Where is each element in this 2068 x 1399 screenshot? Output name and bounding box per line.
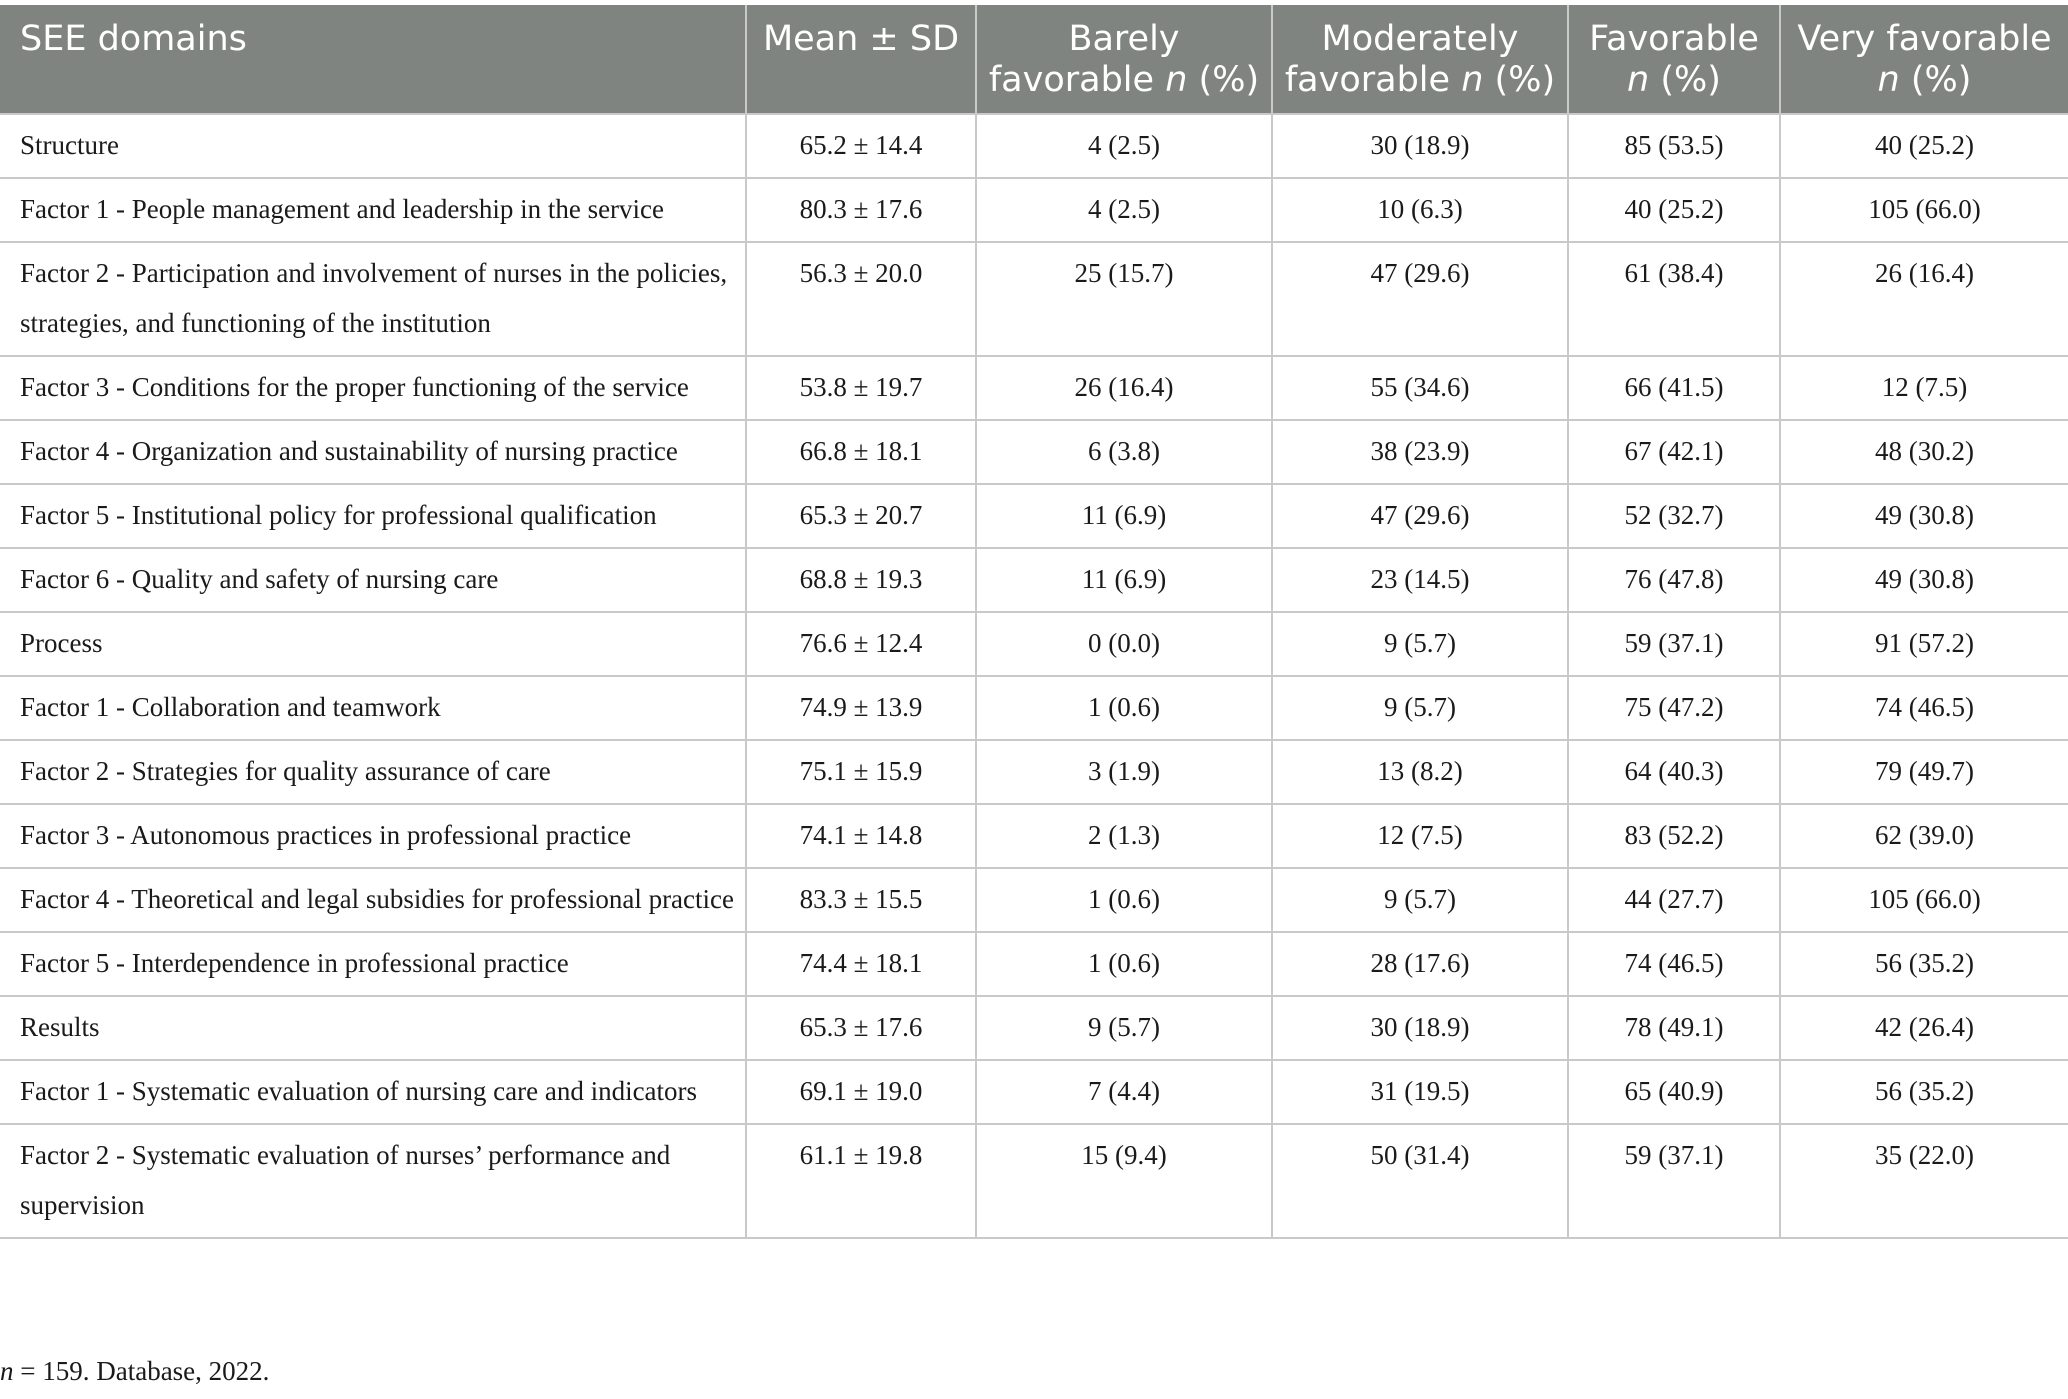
cell-mean-sd: 80.3 ± 17.6 <box>746 178 976 242</box>
cell-moderately-favorable: 9 (5.7) <box>1272 612 1568 676</box>
table-row <box>0 356 2068 420</box>
table-row <box>0 740 2068 804</box>
table-row <box>0 484 2068 548</box>
cell-very-favorable: 56 (35.2) <box>1780 932 2068 996</box>
cell-barely-favorable: 11 (6.9) <box>976 548 1272 612</box>
cell-moderately-favorable: 10 (6.3) <box>1272 178 1568 242</box>
cell-mean-sd: 53.8 ± 19.7 <box>746 356 976 420</box>
cell-favorable: 52 (32.7) <box>1568 484 1780 548</box>
cell-favorable: 59 (37.1) <box>1568 612 1780 676</box>
cell-barely-favorable: 25 (15.7) <box>976 242 1272 356</box>
cell-mean-sd: 75.1 ± 15.9 <box>746 740 976 804</box>
cell-mean-sd: 68.8 ± 19.3 <box>746 548 976 612</box>
cell-domain: Factor 6 - Quality and safety of nursing care <box>0 548 746 612</box>
header-row <box>0 5 2068 114</box>
cell-moderately-favorable: 30 (18.9) <box>1272 114 1568 178</box>
cell-barely-favorable: 6 (3.8) <box>976 420 1272 484</box>
table-row <box>0 420 2068 484</box>
table-row <box>0 242 2068 356</box>
table-row <box>0 114 2068 178</box>
cell-domain: Factor 3 - Autonomous practices in professional practice <box>0 804 746 868</box>
table-row <box>0 804 2068 868</box>
cell-favorable: 66 (41.5) <box>1568 356 1780 420</box>
cell-very-favorable: 105 (66.0) <box>1780 178 2068 242</box>
cell-moderately-favorable: 13 (8.2) <box>1272 740 1568 804</box>
cell-favorable: 74 (46.5) <box>1568 932 1780 996</box>
cell-domain: Results <box>0 996 746 1060</box>
table-row <box>0 676 2068 740</box>
table-row <box>0 612 2068 676</box>
cell-very-favorable: 40 (25.2) <box>1780 114 2068 178</box>
cell-mean-sd: 65.3 ± 17.6 <box>746 996 976 1060</box>
cell-domain: Factor 2 - Systematic evaluation of nurses’ performance and supervision <box>0 1124 746 1238</box>
cell-barely-favorable: 4 (2.5) <box>976 114 1272 178</box>
table-row <box>0 548 2068 612</box>
cell-mean-sd: 69.1 ± 19.0 <box>746 1060 976 1124</box>
cell-mean-sd: 74.9 ± 13.9 <box>746 676 976 740</box>
cell-favorable: 64 (40.3) <box>1568 740 1780 804</box>
cell-mean-sd: 66.8 ± 18.1 <box>746 420 976 484</box>
cell-favorable: 40 (25.2) <box>1568 178 1780 242</box>
cell-mean-sd: 76.6 ± 12.4 <box>746 612 976 676</box>
cell-mean-sd: 74.1 ± 14.8 <box>746 804 976 868</box>
header-favorable: Favorable n (%) <box>1568 5 1780 114</box>
cell-mean-sd: 65.3 ± 20.7 <box>746 484 976 548</box>
cell-domain: Factor 1 - Systematic evaluation of nursing care and indicators <box>0 1060 746 1124</box>
cell-barely-favorable: 4 (2.5) <box>976 178 1272 242</box>
cell-very-favorable: 62 (39.0) <box>1780 804 2068 868</box>
table-row <box>0 996 2068 1060</box>
cell-favorable: 78 (49.1) <box>1568 996 1780 1060</box>
cell-domain: Factor 2 - Strategies for quality assurance of care <box>0 740 746 804</box>
cell-domain: Factor 4 - Organization and sustainability of nursing practice <box>0 420 746 484</box>
cell-domain: Structure <box>0 114 746 178</box>
cell-barely-favorable: 7 (4.4) <box>976 1060 1272 1124</box>
cell-mean-sd: 61.1 ± 19.8 <box>746 1124 976 1238</box>
cell-domain: Factor 5 - Interdependence in professional practice <box>0 932 746 996</box>
header-mean-sd: Mean ± SD <box>746 5 976 114</box>
cell-very-favorable: 91 (57.2) <box>1780 612 2068 676</box>
cell-barely-favorable: 1 (0.6) <box>976 868 1272 932</box>
cell-very-favorable: 49 (30.8) <box>1780 548 2068 612</box>
cell-domain: Factor 3 - Conditions for the proper functioning of the service <box>0 356 746 420</box>
cell-very-favorable: 105 (66.0) <box>1780 868 2068 932</box>
cell-favorable: 83 (52.2) <box>1568 804 1780 868</box>
cell-moderately-favorable: 31 (19.5) <box>1272 1060 1568 1124</box>
table-row <box>0 868 2068 932</box>
cell-domain: Process <box>0 612 746 676</box>
table-body <box>0 114 2068 1238</box>
cell-barely-favorable: 1 (0.6) <box>976 676 1272 740</box>
cell-moderately-favorable: 30 (18.9) <box>1272 996 1568 1060</box>
cell-very-favorable: 26 (16.4) <box>1780 242 2068 356</box>
cell-very-favorable: 42 (26.4) <box>1780 996 2068 1060</box>
cell-very-favorable: 35 (22.0) <box>1780 1124 2068 1238</box>
cell-favorable: 61 (38.4) <box>1568 242 1780 356</box>
header-moderately-favorable: Moderately favorable n (%) <box>1272 5 1568 114</box>
cell-domain: Factor 4 - Theoretical and legal subsidies for professional practice <box>0 868 746 932</box>
cell-domain: Factor 1 - People management and leadership in the service <box>0 178 746 242</box>
cell-very-favorable: 49 (30.8) <box>1780 484 2068 548</box>
cell-moderately-favorable: 55 (34.6) <box>1272 356 1568 420</box>
cell-mean-sd: 83.3 ± 15.5 <box>746 868 976 932</box>
cell-domain: Factor 5 - Institutional policy for professional qualification <box>0 484 746 548</box>
cell-moderately-favorable: 47 (29.6) <box>1272 484 1568 548</box>
cell-very-favorable: 12 (7.5) <box>1780 356 2068 420</box>
cell-domain: Factor 1 - Collaboration and teamwork <box>0 676 746 740</box>
header-see-domains: SEE domains <box>0 5 746 114</box>
cell-favorable: 67 (42.1) <box>1568 420 1780 484</box>
cell-favorable: 65 (40.9) <box>1568 1060 1780 1124</box>
cell-barely-favorable: 26 (16.4) <box>976 356 1272 420</box>
cell-mean-sd: 65.2 ± 14.4 <box>746 114 976 178</box>
cell-very-favorable: 56 (35.2) <box>1780 1060 2068 1124</box>
cell-barely-favorable: 3 (1.9) <box>976 740 1272 804</box>
table-row <box>0 178 2068 242</box>
table-row <box>0 1060 2068 1124</box>
header-barely-favorable: Barely favorable n (%) <box>976 5 1272 114</box>
cell-moderately-favorable: 9 (5.7) <box>1272 868 1568 932</box>
cell-favorable: 59 (37.1) <box>1568 1124 1780 1238</box>
cell-moderately-favorable: 28 (17.6) <box>1272 932 1568 996</box>
cell-favorable: 76 (47.8) <box>1568 548 1780 612</box>
cell-favorable: 75 (47.2) <box>1568 676 1780 740</box>
cell-favorable: 44 (27.7) <box>1568 868 1780 932</box>
cell-very-favorable: 74 (46.5) <box>1780 676 2068 740</box>
cell-moderately-favorable: 12 (7.5) <box>1272 804 1568 868</box>
cell-barely-favorable: 0 (0.0) <box>976 612 1272 676</box>
table-row <box>0 1124 2068 1238</box>
cell-mean-sd: 56.3 ± 20.0 <box>746 242 976 356</box>
cell-favorable: 85 (53.5) <box>1568 114 1780 178</box>
header-very-favorable: Very favorable n (%) <box>1780 5 2068 114</box>
results-table-container <box>0 5 2068 1239</box>
cell-barely-favorable: 9 (5.7) <box>976 996 1272 1060</box>
see-domains-table <box>0 5 2068 1239</box>
cell-mean-sd: 74.4 ± 18.1 <box>746 932 976 996</box>
cell-moderately-favorable: 9 (5.7) <box>1272 676 1568 740</box>
cell-very-favorable: 48 (30.2) <box>1780 420 2068 484</box>
cell-barely-favorable: 2 (1.3) <box>976 804 1272 868</box>
cell-barely-favorable: 15 (9.4) <box>976 1124 1272 1238</box>
table-footnote: n = 159. Database, 2022. <box>0 1356 270 1386</box>
cell-moderately-favorable: 50 (31.4) <box>1272 1124 1568 1238</box>
cell-very-favorable: 79 (49.7) <box>1780 740 2068 804</box>
cell-moderately-favorable: 38 (23.9) <box>1272 420 1568 484</box>
cell-moderately-favorable: 23 (14.5) <box>1272 548 1568 612</box>
cell-moderately-favorable: 47 (29.6) <box>1272 242 1568 356</box>
cell-barely-favorable: 1 (0.6) <box>976 932 1272 996</box>
table-row <box>0 932 2068 996</box>
cell-barely-favorable: 11 (6.9) <box>976 484 1272 548</box>
cell-domain: Factor 2 - Participation and involvement of nurses in the policies, strategies, and functioning of the institution <box>0 242 746 356</box>
table-header <box>0 5 2068 114</box>
